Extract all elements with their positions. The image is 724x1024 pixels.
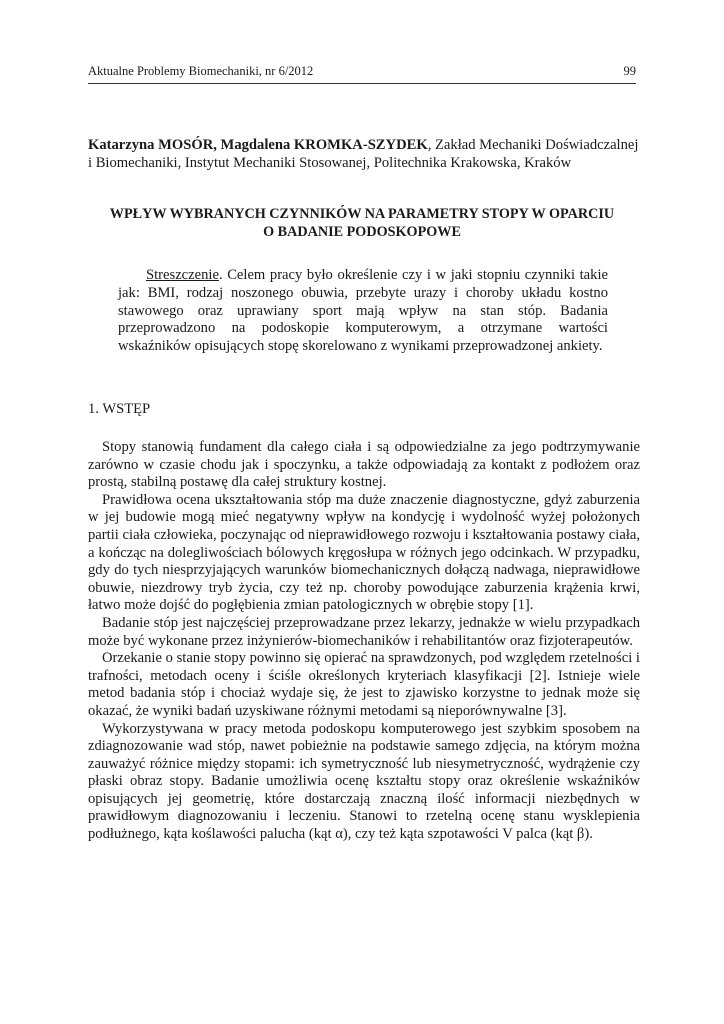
body-paragraph-1: Stopy stanowią fundament dla całego ciała i są odpowiedzialne za jego podtrzymywanie zarówno w czasie chodu jak i spoczynku, a także odpowiadają za kontakt z podłożem oraz prostą, stabilną postawę dla całej struktury kostnej. bbox=[88, 439, 640, 491]
abstract-label: Streszczenie bbox=[146, 267, 219, 283]
page-number: 99 bbox=[623, 64, 636, 78]
body-paragraph-4: Orzekanie o stanie stopy powinno się opierać na sprawdzonych, pod względem rzetelności i trafności, metodach oceny i ściśle określonych kryteriach klasyfikacji [2]. Istnieje wiele metod badania stóp i chociaż wydaje się, że jest to zjawisko korzystne to jednak może się okazać, że wyniki badań uzyskiwane różnymi metodami są nieporównywalne [3]. bbox=[88, 650, 640, 719]
title-line-1: WPŁYW WYBRANYCH CZYNNIKÓW NA PARAMETRY STOPY W OPARCIU bbox=[109, 206, 615, 222]
abstract-paragraph bbox=[118, 267, 608, 356]
abstract bbox=[118, 267, 608, 356]
abstract-text: . Celem pracy było określenie czy i w jaki stopniu czynniki takie jak: BMI, rodzaj noszonego obuwia, przebyte urazy i choroby układu kostno stawowego oraz uprawiany sport mają wpływ na stan stóp. Badania przeprowadzono na podoskopie komputerowym, a otrzymane wartości wskaźników opisujących stopę skorelowano z wynikami przeprowadzonej ankiety. bbox=[118, 267, 608, 355]
author-block bbox=[88, 136, 644, 172]
paper-title bbox=[88, 205, 636, 241]
body-paragraph-3: Badanie stóp jest najczęściej przeprowadzane przez lekarzy, jednakże w wielu przypadkach może być wykonane przez inżynierów-biomechaników i rehabilitantów oraz fizjoterapeutów. bbox=[88, 614, 640, 649]
header-rule bbox=[88, 83, 636, 84]
body-text bbox=[88, 439, 640, 844]
running-header bbox=[88, 64, 636, 79]
author-affiliation: , Zakład Mechaniki Doświadczalnej i Biomechaniki, Instytut Mechaniki Stosowanej, Politechnika Krakowska, Kraków bbox=[88, 137, 639, 171]
body-paragraph-5: Wykorzystywana w pracy metoda podoskopu komputerowego jest szybkim sposobem na zdiagnozowanie wad stóp, nawet pobieżnie na podstawie samego zdjęcia, na którym można zauważyć różnice między stopami: ich symetryczność lub niesymetryczność, wydrążenie czy płaski obraz stopy. Badanie umożliwia ocenę kształtu stopy oraz określenie wskaźników opisujących jej geometrię, które dostarczają znaczną ilość informacji niezbędnych w prawidłowym diagnozowaniu i leczeniu. Stanowi to rzetelną ocenę stanu wysklepienia podłużnego, kąta koślawości palucha (kąt α), czy też kąta szpotawości V palca (kąt β). bbox=[88, 720, 640, 843]
author-names: Katarzyna MOSÓR, Magdalena KROMKA-SZYDEK bbox=[88, 137, 428, 153]
title-line-2: O BADANIE PODOSKOPOWE bbox=[263, 224, 461, 240]
body-paragraph-2: Prawidłowa ocena ukształtowania stóp ma duże znaczenie diagnostyczne, gdyż zaburzenia w jej budowie mogą mieć negatywny wpływ na kondycję i wydolność wyżej położonych partii ciała człowieka, poczynając od nieprawidłowego rozwoju i kształtowania postawy ciała, a kończąc na dolegliwościach bólowych kręgosłupa w różnych jego odcinkach. W przypadku, gdy do tych niesprzyjających warunków biomechanicznych dołączą nadwaga, nieprawidłowe obuwie, niezdrowy tryb życia, czy też np. choroby powodujące zaburzenia krążenia krwi, łatwo może dojść do pogłębienia zmian patologicznych w obrębie stopy [1]. bbox=[88, 491, 640, 614]
journal-name: Aktualne Problemy Biomechaniki, nr 6/2012 bbox=[88, 64, 314, 78]
section-heading: 1. WSTĘP bbox=[88, 401, 151, 417]
